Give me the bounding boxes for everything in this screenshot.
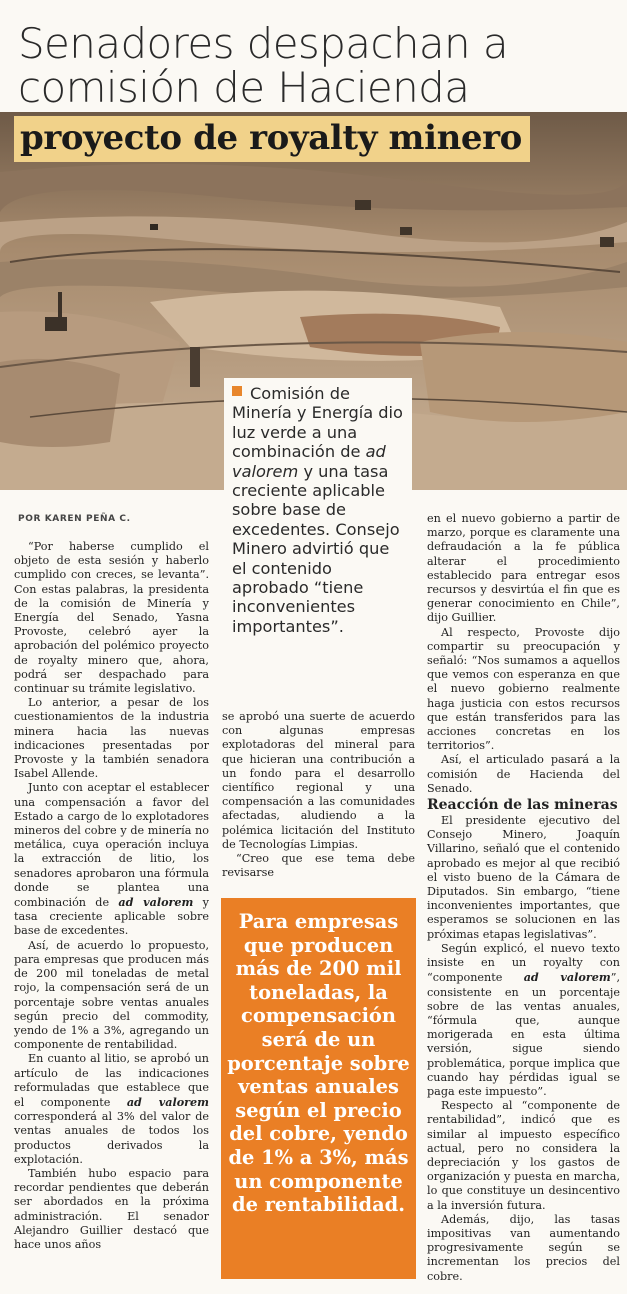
byline: POR KAREN PEÑA C. bbox=[18, 514, 131, 524]
summary-text: Comisión de Minería y Energía dio luz verde a una combinación de ad valorem y una tasa creciente aplicable sobre base de excedentes. Consejo Minero advirtió que el contenido aprobado “tiene inconvenientes importantes”. bbox=[232, 384, 403, 636]
paragraph: Así, de acuerdo lo propuesto, para empresas que producen más de 200 mil toneladas de metal rojo, la compensación será de un porcentaje sobre ventas anuales según precio del commodity, yendo de 1% a 3%, agregando un componente de rentabilidad. bbox=[14, 938, 209, 1052]
paragraph: “Creo que ese tema debe revisarse bbox=[222, 852, 415, 880]
section-subhead: Reacción de las mineras bbox=[427, 797, 618, 814]
paragraph: Al respecto, Provoste dijo compartir su preocupación y señaló: “Nos sumamos a aquellos que vemos con esperanza en que el nuevo gobierno realmente haga justicia con estos recursos que están transferidos para las acciones concretas en los territorios”. bbox=[427, 625, 620, 753]
pull-quote bbox=[221, 898, 416, 1279]
article-column-3 bbox=[427, 512, 620, 1284]
summary-box bbox=[224, 378, 412, 700]
paragraph: Junto con aceptar el establecer una compensación a favor del Estado a cargo de lo explotadores mineros del cobre y de minería no metálica, cuya operación incluya la extracción de litio, los senadores aprobaron una fórmula donde se plantea una combinación de ad valorem y tasa creciente aplicable sobre base de excedentes. bbox=[14, 781, 209, 938]
headline bbox=[18, 19, 618, 112]
pull-quote-text: Para empresas que producen más de 200 mil toneladas, la compensación será de un porcentaje sobre ventas anuales según el precio del cobre, yendo de 1% a 3%, más un componente de rentabilidad. bbox=[227, 910, 410, 1217]
headline-line-1: Senadores despachan a bbox=[18, 19, 508, 68]
paragraph: Además, dijo, las tasas impositivas van aumentando progresivamente según se incrementan los precios del cobre. bbox=[427, 1212, 620, 1283]
paragraph: El presidente ejecutivo del Consejo Minero, Joaquín Villarino, señaló que el contenido aprobado es mejor al que recibió el visto bueno de la Cámara de Diputados. Sin embargo, “tiene inconvenientes importantes, que esperamos se solucionen en las próximas etapas legislativas”. bbox=[427, 814, 620, 941]
headline-highlight: proyecto de royalty minero bbox=[14, 116, 530, 162]
paragraph: Según explicó, el nuevo texto insiste en un royalty con “componente ad valorem”, consistente en un porcentaje sobre de las ventas anuales, “fórmula que, aunque morigerada en esta última versión, sigue siendo problemática, porque implica que cuando hay pérdidas igual se paga este impuesto”. bbox=[427, 941, 620, 1098]
paragraph: “Por haberse cumplido el objeto de esta sesión y haberlo cumplido con creces, se levanta”. Con estas palabras, la presidenta de la comisión de Minería y Energía del Senado, Yasna Provoste, celebró ayer la aprobación del polémico proyecto de royalty minero que, ahora, podrá ser despachado para continuar su trámite legislativo. bbox=[14, 540, 209, 696]
paragraph: También hubo espacio para recordar pendientes que deberán ser abordados en la próxima administración. El senador Alejandro Guillier destacó que hace unos años bbox=[14, 1166, 209, 1251]
article-column-2 bbox=[222, 710, 415, 880]
paragraph: Lo anterior, a pesar de los cuestionamientos de la industria minera hacia las nuevas indicaciones presentadas por Provoste y la también senadora Isabel Allende. bbox=[14, 696, 209, 781]
paragraph: en el nuevo gobierno a partir de marzo, porque es claramente una defraudación a la fe pública alterar el procedimiento establecido para entregar esos recursos y desvirtúa el fin que es generar conocimiento en Chile”, dijo Guillier. bbox=[427, 512, 620, 625]
paragraph: Respecto al “componente de rentabilidad”, indicó que es similar al impuesto específico actual, pero no considera la depreciación y los gastos de organización y puesta en marcha, lo que constituye un desincentivo a la inversión futura. bbox=[427, 1099, 620, 1212]
paragraph: En cuanto al litio, se aprobó un artículo de las indicaciones reformuladas que establece que el componente ad valorem corresponderá al 3% del valor de ventas anuales de todos los productos derivados la explotación. bbox=[14, 1052, 210, 1166]
orange-square-bullet-icon bbox=[232, 386, 242, 396]
article-column-1 bbox=[14, 540, 209, 1252]
paragraph: Así, el articulado pasará a la comisión de Hacienda del Senado. bbox=[427, 753, 620, 795]
paragraph: se aprobó una suerte de acuerdo con algunas empresas explotadoras del mineral para que hicieran una contribución a un fondo para el desarrollo científico regional y una compensación a las comunidades afectadas, aludiendo a la polémica licitación del Instituto de Tecnologías Limpias. bbox=[222, 710, 415, 851]
headline-line-2: comisión de Hacienda bbox=[18, 63, 470, 112]
